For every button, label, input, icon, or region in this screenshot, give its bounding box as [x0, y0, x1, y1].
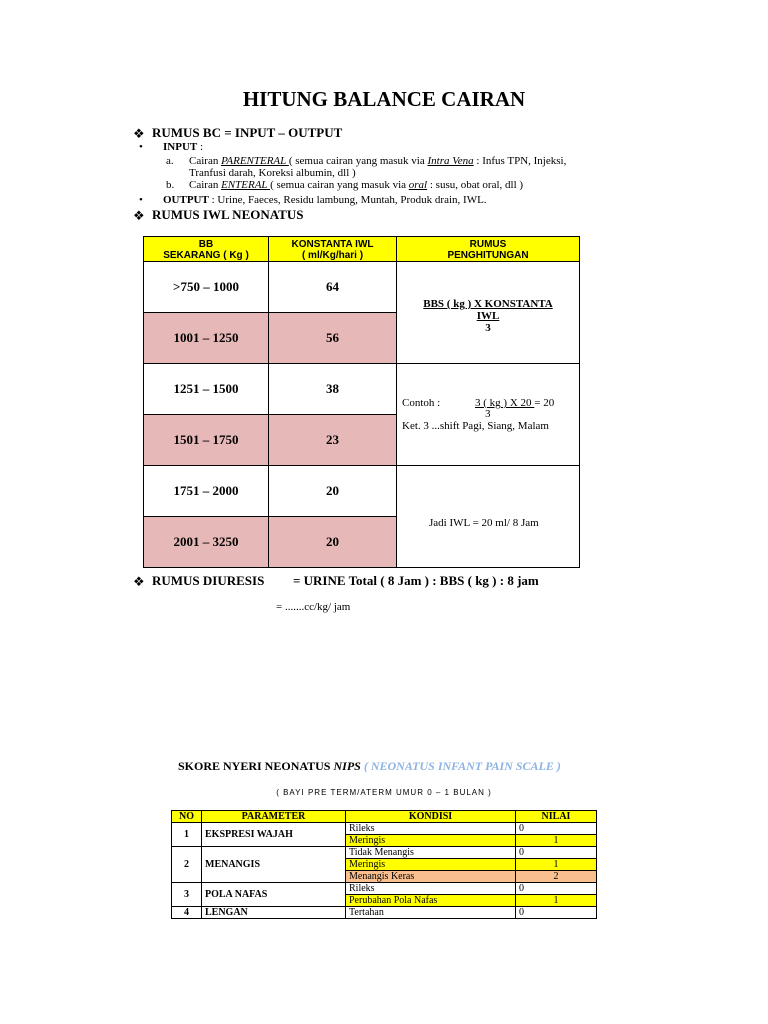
rumus-diuresis-result: = .......cc/kg/ jam: [276, 601, 351, 613]
nips-no: 4: [172, 907, 202, 919]
nips-parameter: MENANGIS: [202, 847, 346, 883]
iwl-row-konstanta: 64: [268, 261, 397, 313]
nips-kondisi: Perubahan Pola Nafas: [346, 895, 516, 907]
iwl-formula-cell: [396, 261, 580, 364]
iwl-header-rumus: RUMUS PENGHITUNGAN: [396, 236, 580, 262]
input-a-mid: ( semua cairan yang masuk via: [288, 155, 428, 167]
nips-parameter: EKSPRESI WAJAH: [202, 823, 346, 847]
page-title: HITUNG BALANCE CAIRAN: [242, 87, 526, 111]
dot-bullet-icon: •: [139, 194, 143, 206]
nips-title: [178, 759, 561, 774]
rumus-iwl-heading: RUMUS IWL NEONATUS: [152, 207, 304, 222]
rumus-diuresis-heading: RUMUS DIURESIS: [152, 573, 265, 588]
nips-header-kondisi: KONDISI: [346, 811, 516, 823]
iwl-row-konstanta: 20: [268, 465, 397, 517]
nips-parameter: POLA NAFAS: [202, 883, 346, 907]
table-row: [172, 823, 597, 835]
iwl-contoh-label: Contoh :: [402, 397, 441, 409]
iwl-header-konstanta: KONSTANTA IWL ( ml/Kg/hari ): [268, 236, 397, 262]
nips-kondisi: Menangis Keras: [346, 871, 516, 883]
iwl-formula-line3: 3: [485, 322, 491, 334]
input-a-term2: Intra Vena: [427, 155, 474, 167]
rumus-bc-heading: RUMUS BC = INPUT – OUTPUT: [152, 125, 343, 140]
input-colon: :: [197, 141, 204, 153]
nips-kondisi: Meringis: [346, 835, 516, 847]
iwl-row-konstanta: 38: [268, 363, 397, 415]
input-b-mid: ( semua cairan yang masuk via: [270, 179, 409, 191]
nips-kondisi: Rileks: [346, 823, 516, 835]
iwl-row-bb: 2001 – 3250: [143, 516, 269, 568]
input-a-post: : Infus TPN, Injeksi,: [473, 155, 567, 167]
diamond-bullet-icon: ❖: [133, 574, 145, 589]
input-b-term2: oral: [408, 179, 428, 191]
nips-nilai: 1: [516, 835, 597, 847]
iwl-jadi: Jadi IWL = 20 ml/ 8 Jam: [429, 517, 539, 529]
iwl-ket: Ket. 3 ...shift Pagi, Siang, Malam: [402, 420, 549, 432]
nips-nilai: 0: [516, 883, 597, 895]
diamond-bullet-icon: ❖: [133, 208, 145, 223]
iwl-header-bb: BB SEKARANG ( Kg ): [143, 236, 269, 262]
table-row: [172, 847, 597, 859]
iwl-row-bb: 1251 – 1500: [143, 363, 269, 415]
nips-no: 2: [172, 847, 202, 883]
nips-title-abbr: NIPS: [333, 759, 361, 773]
iwl-table: [143, 236, 580, 568]
nips-nilai: 0: [516, 907, 597, 919]
nips-header-parameter: PARAMETER: [202, 811, 346, 823]
nips-header-nilai: NILAI: [516, 811, 597, 823]
iwl-row-bb: 1001 – 1250: [143, 312, 269, 364]
iwl-row-bb: 1501 – 1750: [143, 414, 269, 466]
iwl-row-konstanta: 20: [268, 516, 397, 568]
input-a-pre: Cairan: [189, 155, 222, 167]
input-b-term: ENTERAL: [221, 179, 271, 191]
nips-nilai: 1: [516, 895, 597, 907]
input-b-line: [189, 179, 523, 191]
nips-kondisi: Rileks: [346, 883, 516, 895]
table-row: [172, 883, 597, 895]
input-b-marker: b.: [166, 179, 175, 191]
iwl-row-bb: >750 – 1000: [143, 261, 269, 313]
nips-kondisi: Tertahan: [346, 907, 516, 919]
output-text: : Urine, Faeces, Residu lambung, Muntah, Produk drain, IWL.: [208, 194, 487, 206]
nips-kondisi: Tidak Menangis: [346, 847, 516, 859]
input-a-line2: Tranfusi darah, Koreksi albumin, dll ): [189, 167, 356, 179]
iwl-row-konstanta: 56: [268, 312, 397, 364]
iwl-formula-line1: BBS ( kg ) X KONSTANTA: [423, 298, 553, 310]
iwl-contoh-div: 3: [485, 408, 491, 420]
nips-nilai: 0: [516, 823, 597, 835]
input-label: INPUT: [163, 141, 198, 153]
output-label: OUTPUT: [163, 194, 209, 206]
diamond-bullet-icon: ❖: [133, 126, 145, 141]
iwl-example-cell: [396, 363, 580, 466]
rumus-diuresis-formula: = URINE Total ( 8 Jam ) : BBS ( kg ) : 8 jam: [293, 573, 539, 588]
nips-title-sub: ( NEONATUS INFANT PAIN SCALE ): [360, 759, 561, 773]
nips-header-no: NO: [172, 811, 202, 823]
nips-nilai: 0: [516, 847, 597, 859]
nips-nilai: 2: [516, 871, 597, 883]
nips-subtitle: ( BAYI PRE TERM/ATERM UMUR 0 – 1 BULAN ): [276, 788, 492, 797]
iwl-row-bb: 1751 – 2000: [143, 465, 269, 517]
table-row: [172, 907, 597, 919]
input-a-marker: a.: [166, 155, 174, 167]
input-a-term: PARENTERAL: [221, 155, 289, 167]
input-b-pre: Cairan: [189, 179, 222, 191]
iwl-result-cell: [396, 465, 580, 568]
output-line: [163, 194, 487, 206]
iwl-row-konstanta: 23: [268, 414, 397, 466]
nips-no: 1: [172, 823, 202, 847]
input-line: [163, 141, 203, 153]
nips-parameter: LENGAN: [202, 907, 346, 919]
nips-table: [171, 810, 596, 919]
nips-no: 3: [172, 883, 202, 907]
input-a-line: [189, 155, 566, 167]
nips-kondisi: Meringis: [346, 859, 516, 871]
iwl-contoh-expr: 3 ( kg ) X 20: [475, 397, 535, 409]
iwl-formula-line2: IWL: [476, 310, 500, 322]
iwl-contoh-result: = 20: [534, 397, 555, 409]
nips-title-main: SKORE NYERI NEONATUS: [178, 759, 334, 773]
dot-bullet-icon: •: [139, 141, 143, 153]
nips-nilai: 1: [516, 859, 597, 871]
input-b-post: : susu, obat oral, dll ): [427, 179, 524, 191]
